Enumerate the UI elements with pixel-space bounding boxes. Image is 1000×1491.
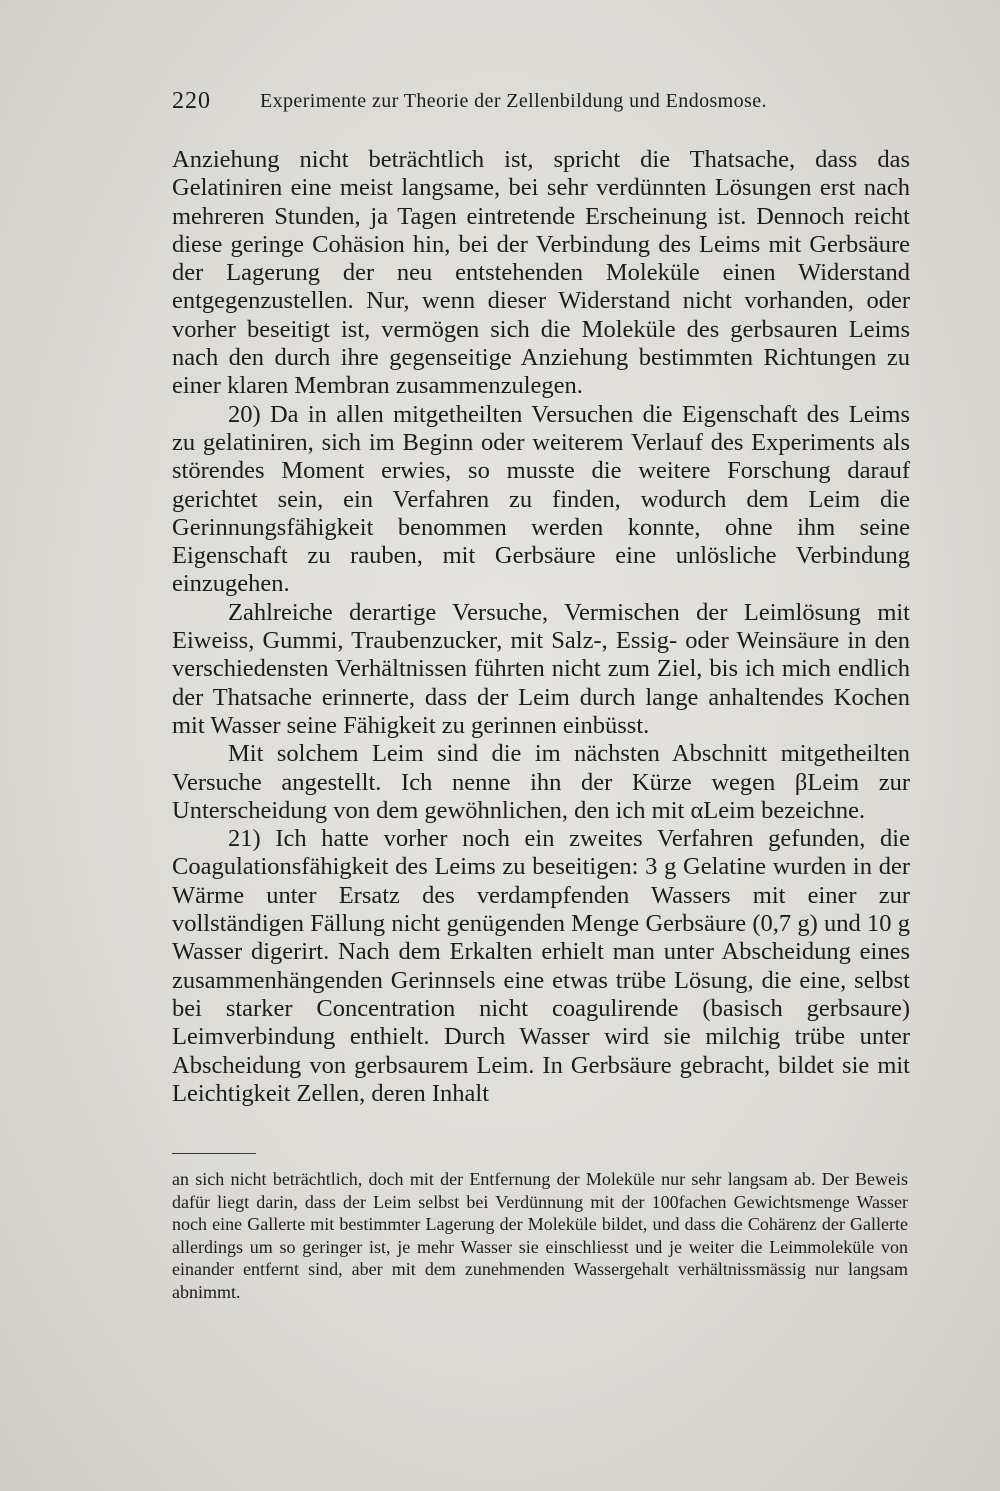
paragraph-section-20: 20) Da in allen mitgetheilten Versuchen die Eigenschaft des Leims zu gelatiniren, sich im Beginn oder weiterem Verlauf des Experiments als störendes Moment erwies, so musste die weitere Forschung darauf gerichtet sein, ein Verfahren zu finden, wodurch dem Leim die Gerinnungsfähigkeit benommen werden konnte, ohne ihm seine Eigenschaft zu rauben, mit Gerbsäure eine unlösliche Verbindung einzugehen. bbox=[172, 400, 910, 598]
paragraph-section-21: 21) Ich hatte vorher noch ein zweites Verfahren gefunden, die Coagulationsfähigkeit des Leims zu beseitigen: 3 g Gelatine wurden in der Wärme unter Ersatz des verdampfenden Wassers mit einer zur vollständigen Fällung nicht genügenden Menge Gerbsäure (0,7 g) und 10 g Wasser digerirt. Nach dem Erkalten erhielt man unter Abscheidung eines zusammenhängenden Gerinnsels eine etwas trübe Lösung, die eine, selbst bei starker Concentration nicht coagulirende (basisch gerbsaure) Leimverbindung enthielt. Durch Wasser wird sie milchig trübe unter Abscheidung von gerbsaurem Leim. In Gerbsäure gebracht, bildet sie mit Leichtigkeit Zellen, deren Inhalt bbox=[172, 825, 910, 1107]
page-number: 220 bbox=[172, 88, 211, 114]
running-title: Experimente zur Theorie der Zellenbildung und Endosmose. bbox=[260, 90, 767, 112]
main-text bbox=[172, 146, 910, 1108]
paragraph-beta-leim: Mit solchem Leim sind die im nächsten Abschnitt mitgetheilten Versuche angestellt. Ich nenne ihn der Kürze wegen βLeim zur Unterscheidung von dem gewöhnlichen, den ich mit αLeim bezeichne. bbox=[172, 740, 910, 824]
page-header bbox=[172, 88, 912, 122]
footnote bbox=[172, 1168, 908, 1304]
paragraph-experiments: Zahlreiche derartige Versuche, Vermischen der Leimlösung mit Eiweiss, Gummi, Traubenzucker, mit Salz-, Essig- oder Weinsäure in den verschiedensten Verhältnissen führten nicht zum Ziel, bis ich mich endlich der Thatsache erinnerte, dass der Leim durch lange anhaltendes Kochen mit Wasser seine Fähigkeit zu gerinnen einbüsst. bbox=[172, 598, 910, 739]
paragraph-continuation: Anziehung nicht beträchtlich ist, spricht die Thatsache, dass das Gelatiniren eine meist langsame, bei sehr verdünnten Lösungen erst nach mehreren Stunden, ja Tagen eintretende Erscheinung ist. Dennoch reicht diese geringe Cohäsion hin, bei der Verbindung des Leims mit Gerbsäure der Lagerung der neu entstehenden Moleküle einen Widerstand entgegenzustellen. Nur, wenn dieser Widerstand nicht vorhanden, oder vorher beseitigt ist, vermögen sich die Moleküle des gerbsauren Leims nach den durch ihre gegenseitige Anziehung bestimmten Richtungen zu einer klaren Membran zusammenzulegen. bbox=[172, 146, 910, 400]
footnote-text: an sich nicht beträchtlich, doch mit der Entfernung der Moleküle nur sehr langsam ab. Der Beweis dafür liegt darin, dass der Leim selbst bei Verdünnung mit der 100fachen Gewichtsmenge Wasser noch eine Gallerte mit bestimmter Lagerung der Moleküle bildet, und dass die Cohärenz der Gallerte allerdings um so geringer ist, je mehr Wasser sie einschliesst und je weiter die Leimmoleküle von einander entfernt sind, aber mit dem zunehmenden Wassergehalt verhältnissmässig nur langsam abnimmt. bbox=[172, 1169, 908, 1302]
footnote-separator bbox=[172, 1153, 256, 1154]
